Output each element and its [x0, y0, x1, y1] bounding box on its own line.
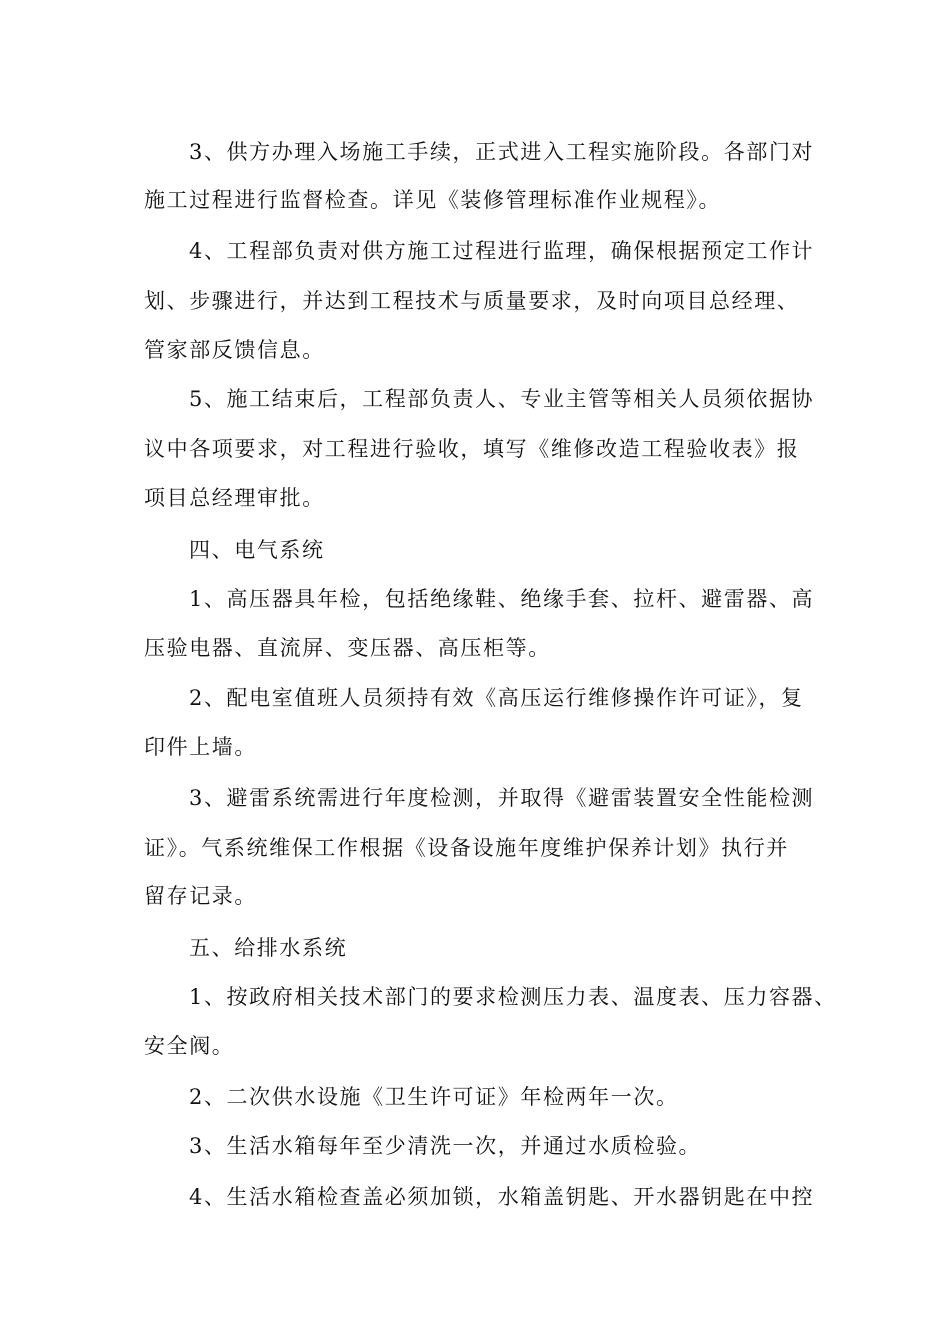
electrical-item-1-line-1: 1、高压器具年检，包括绝缘鞋、绝缘手套、拉杆、避雷器、高 — [189, 587, 815, 611]
electrical-item-2-line-1: 2、配电室值班人员须持有效《高压运行维修操作许可证》，复 — [189, 686, 804, 710]
paragraph-4-line-2: 划、步骤进行，并达到工程技术与质量要求，及时向项目总经理、 — [144, 289, 800, 313]
electrical-item-2-line-2: 印件上墙。 — [144, 735, 257, 759]
paragraph-5-line-1: 5、施工结束后，工程部负责人、专业主管等相关人员须依据协 — [189, 387, 815, 411]
paragraph-5-line-3: 项目总经理审批。 — [144, 486, 325, 510]
water-item-1-line-1: 1、按政府相关技术部门的要求检测压力表、温度表、压力容器、 — [189, 985, 837, 1009]
electrical-item-3-line-2: 证》。气系统维保工作根据《设备设施年度维护保养计划》执行并 — [144, 836, 789, 860]
section-heading-electrical: 四、电气系统 — [189, 538, 325, 562]
electrical-item-1-line-2: 压验电器、直流屏、变压器、高压柜等。 — [144, 636, 551, 660]
paragraph-5-line-2: 议中各项要求，对工程进行验收，填写《维修改造工程验收表》报 — [144, 437, 800, 461]
paragraph-3-line-1: 3、供方办理入场施工手续，正式进入工程实施阶段。各部门对 — [189, 140, 815, 164]
electrical-item-3-line-1: 3、避雷系统需进行年度检测，并取得《避雷装置安全性能检测 — [189, 786, 815, 810]
section-heading-water: 五、给排水系统 — [189, 936, 348, 960]
water-item-2: 2、二次供水设施《卫生许可证》年检两年一次。 — [189, 1085, 679, 1109]
paragraph-3-line-2: 施工过程进行监督检查。详见《装修管理标准作业规程》。 — [144, 188, 722, 212]
water-item-3: 3、生活水箱每年至少清洗一次，并通过水质检验。 — [189, 1134, 702, 1158]
paragraph-4-line-1: 4、工程部负责对供方施工过程进行监理，确保根据预定工作计 — [189, 239, 815, 263]
water-item-4-line-1: 4、生活水箱检查盖必须加锁，水箱盖钥匙、开水器钥匙在中控 — [189, 1185, 815, 1209]
paragraph-4-line-3: 管家部反馈信息。 — [144, 338, 325, 362]
electrical-item-3-line-3: 留存记录。 — [144, 884, 257, 908]
water-item-1-line-2: 安全阀。 — [144, 1034, 235, 1058]
